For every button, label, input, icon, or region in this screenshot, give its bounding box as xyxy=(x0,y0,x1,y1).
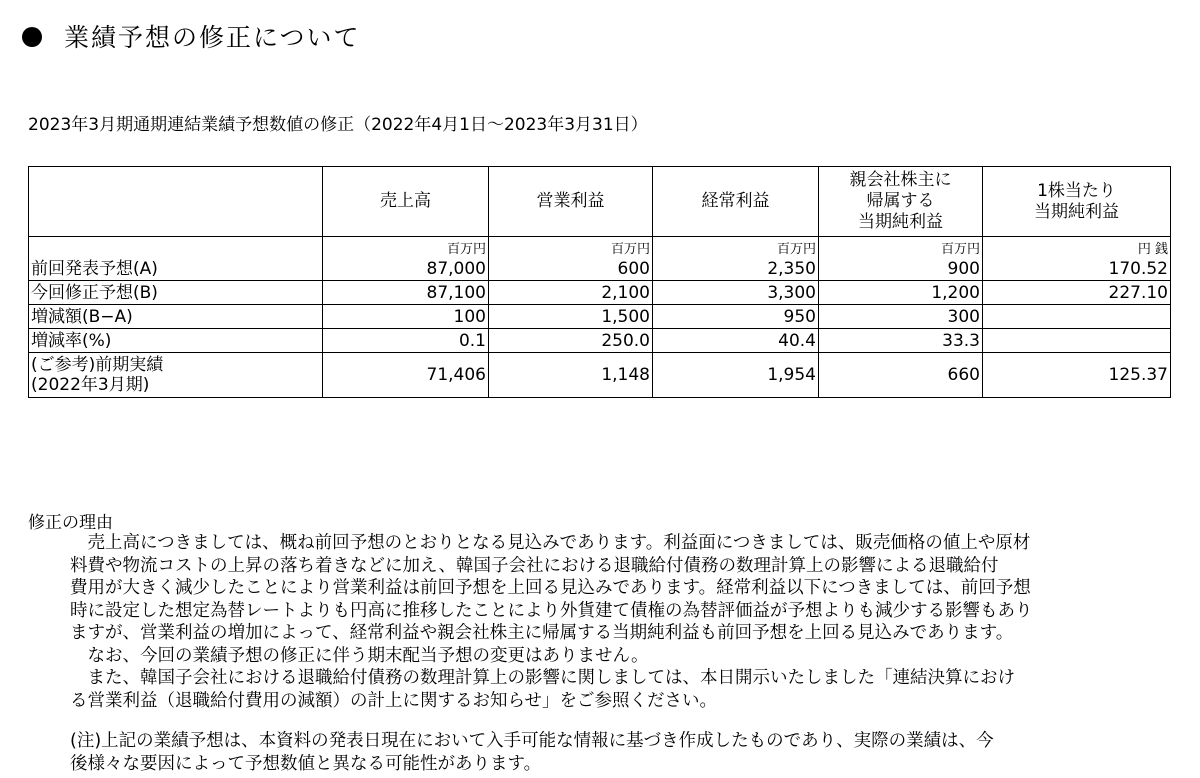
table-row-prior-year-actual xyxy=(29,353,1171,398)
cell-value: 40.4 xyxy=(653,329,819,353)
unit-cell: 百万円 xyxy=(653,237,819,258)
unit-cell: 百万円 xyxy=(489,237,653,258)
disclaimer-note: (注)上記の業績予想は、本資料の発表日現在において入手可能な情報に基づき作成したものであり、実際の業績は、今 後様々な要因によって予想数値と異なる可能性があります。 xyxy=(70,731,994,774)
header-operating-profit: 営業利益 xyxy=(489,167,653,237)
cell-value: 300 xyxy=(819,305,983,329)
cell-value: 1,954 xyxy=(653,353,819,398)
table-row-revised-forecast xyxy=(29,281,1171,305)
table-caption: 2023年3月期通期連結業績予想数値の修正（2022年4月1日～2023年3月31日） xyxy=(28,115,648,135)
forecast-table xyxy=(28,166,1171,398)
header-net-income: 親会社株主に 帰属する 当期純利益 xyxy=(819,167,983,237)
cell-value: 1,148 xyxy=(489,353,653,398)
unit-cell: 円 銭 xyxy=(983,237,1171,258)
cell-value: 170.52 xyxy=(983,257,1171,281)
table-row-change-amount xyxy=(29,305,1171,329)
cell-value: 87,000 xyxy=(323,257,489,281)
cell-value: 0.1 xyxy=(323,329,489,353)
page-title-text: 業績予想の修正について xyxy=(64,23,361,52)
cell-value: 600 xyxy=(489,257,653,281)
cell-value: 3,300 xyxy=(653,281,819,305)
cell-value xyxy=(983,305,1171,329)
row-label: 前回発表予想(A) xyxy=(29,257,323,281)
cell-value: 2,350 xyxy=(653,257,819,281)
cell-value xyxy=(983,329,1171,353)
cell-value: 2,100 xyxy=(489,281,653,305)
cell-value: 87,100 xyxy=(323,281,489,305)
reason-heading: 修正の理由 xyxy=(28,513,113,533)
cell-value: 100 xyxy=(323,305,489,329)
unit-cell: 百万円 xyxy=(323,237,489,258)
table-row-change-rate xyxy=(29,329,1171,353)
header-row xyxy=(29,167,1171,237)
cell-value: 33.3 xyxy=(819,329,983,353)
unit-blank xyxy=(29,237,323,258)
header-eps: 1株当たり 当期純利益 xyxy=(983,167,1171,237)
table-row-previous-forecast xyxy=(29,257,1171,281)
cell-value: 1,200 xyxy=(819,281,983,305)
row-label: 増減額(B−A) xyxy=(29,305,323,329)
cell-value: 950 xyxy=(653,305,819,329)
page-title xyxy=(22,18,361,54)
cell-value: 1,500 xyxy=(489,305,653,329)
cell-value: 71,406 xyxy=(323,353,489,398)
reason-body: 売上高につきましては、概ね前回予想のとおりとなる見込みであります。利益面につきましては、販売価格の値上や原材 料費や物流コストの上昇の落ち着きなどに加え、韓国子会社における退職給付債務の数理計算上の影響による退職給付 費用が大きく減少したことにより営業利益は前回予想を上回る見込みであります。経常利益以下につきましては、前回予想 時に設定した想定為替レートよりも円高に推移したことにより外貨建て債権の為替評価益が予想よりも減少する影響もあり ますが、営業利益の増加によって、経常利益や親会社株主に帰属する当期純利益も前回予想を上回る見込みであります。 なお、今回の業績予想の修正に伴う期末配当予想の変更はありません。 また、韓国子会社における退職給付債務の数理計算上の影響に関しましては、本日開示いたしました「連結決算におけ る営業利益（退職給付費用の減額）の計上に関するお知らせ」をご参照ください。 xyxy=(70,533,1033,711)
header-sales: 売上高 xyxy=(323,167,489,237)
row-label: 今回修正予想(B) xyxy=(29,281,323,305)
unit-row xyxy=(29,237,1171,258)
header-blank xyxy=(29,167,323,237)
row-label: (ご参考)前期実績 (2022年3月期) xyxy=(29,353,323,398)
row-label: 増減率(%) xyxy=(29,329,323,353)
cell-value: 660 xyxy=(819,353,983,398)
header-ordinary-profit: 経常利益 xyxy=(653,167,819,237)
cell-value: 125.37 xyxy=(983,353,1171,398)
bullet-icon xyxy=(22,27,42,47)
cell-value: 250.0 xyxy=(489,329,653,353)
cell-value: 900 xyxy=(819,257,983,281)
cell-value: 227.10 xyxy=(983,281,1171,305)
unit-cell: 百万円 xyxy=(819,237,983,258)
